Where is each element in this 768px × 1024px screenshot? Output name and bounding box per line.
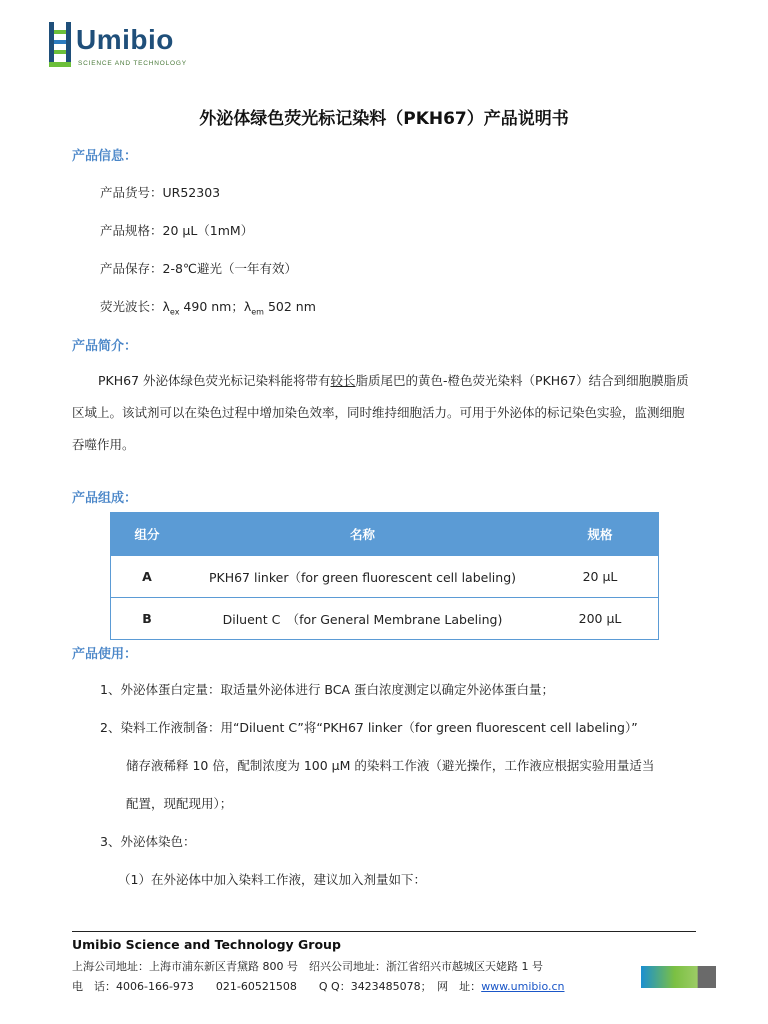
dna-logo-icon: [46, 18, 76, 74]
footer-divider: [72, 931, 696, 932]
wavelength-label: 荧光波长：: [100, 299, 163, 314]
table-row: [111, 556, 659, 598]
section-heading-intro: 产品简介：: [72, 339, 138, 354]
company-logo: [46, 18, 206, 74]
website-link[interactable]: www.umibio.cn: [481, 980, 565, 993]
footer-address: 上海公司地址：上海市浦东新区青黛路 800 号 绍兴公司地址：浙江省绍兴市越城区天姥路 1 号: [72, 960, 543, 973]
intro-paragraph: PKH67 外泌体绿色荧光标记染料能将带有较长脂质尾巴的黄色-橙色荧光染料（PKH67）结合到细胞膜脂质区域上。该试剂可以在染色过程中增加染色效率，同时维持细胞活力。可用于外泌体的标记染色实验，监测细胞吞噬作用。: [72, 373, 689, 452]
section-heading-usage: 产品使用：: [72, 647, 138, 662]
table-header: 名称: [183, 513, 542, 556]
fluorescence-wavelength: [100, 297, 316, 317]
document-title: 外泌体绿色荧光标记染料（PKH67）产品说明书: [199, 109, 569, 129]
footer-gradient-block: [641, 966, 716, 988]
product-spec: 产品规格：20 µL（1mM）: [100, 223, 254, 238]
ex-subscript: ex: [169, 307, 180, 317]
table-row: [111, 598, 659, 640]
usage-step-2-cont: 配置，现配现用）；: [126, 796, 233, 811]
emission-value: 502 nm: [263, 299, 316, 314]
footer-company-name: Umibio Science and Technology Group: [72, 937, 341, 952]
lambda-symbol: λ: [243, 299, 252, 314]
table-cell: 200 µL: [542, 598, 659, 640]
footer-contact: 电 话：4006-166-973 021-60521508 Q Q：3423485078； 网 址：www.umibio.cn: [72, 980, 565, 993]
lambda-symbol: λ: [162, 299, 170, 314]
usage-step-3-1: （1）在外泌体中加入染料工作液，建议加入剂量如下：: [118, 872, 426, 887]
table-cell: Diluent C （for General Membrane Labeling): [183, 598, 542, 640]
usage-step-1: 1、外泌体蛋白定量：取适量外泌体进行 BCA 蛋白浓度测定以确定外泌体蛋白量；: [100, 682, 555, 697]
usage-step-3: 3、外泌体染色：: [100, 834, 196, 849]
table-cell: PKH67 linker（for green fluorescent cell labeling): [183, 556, 542, 598]
storage-condition: 产品保存：2-8℃避光（一年有效）: [100, 261, 297, 276]
excitation-value: 490 nm；: [179, 299, 244, 314]
section-heading-info: 产品信息：: [72, 149, 138, 164]
usage-step-2-cont: 储存液稀释 10 倍，配制浓度为 100 µM 的染料工作液（避光操作，工作液应根据实验用量适当: [126, 758, 655, 773]
brand-tagline: SCIENCE AND TECHNOLOGY: [78, 60, 187, 67]
table-header-row: [111, 513, 659, 556]
components-table: [110, 512, 659, 640]
table-header: 组分: [111, 513, 184, 556]
table-header: 规格: [542, 513, 659, 556]
em-subscript: em: [251, 307, 264, 317]
table-cell: 20 µL: [542, 556, 659, 598]
brand-name: Umibio: [76, 24, 174, 55]
usage-step-2: 2、染料工作液制备：用“Diluent C”将“PKH67 linker（for green fluorescent cell labeling）”: [100, 720, 638, 735]
section-heading-components: 产品组成：: [72, 491, 138, 506]
catalog-number: 产品货号：UR52303: [100, 185, 221, 200]
table-cell: A: [111, 556, 184, 598]
table-cell: B: [111, 598, 184, 640]
